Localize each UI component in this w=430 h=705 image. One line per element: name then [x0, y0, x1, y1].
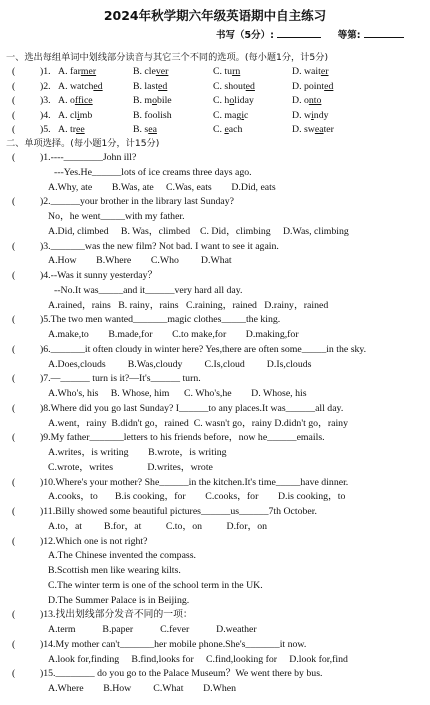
- question-line: --No.It was_____and it______very hard all day.: [54, 284, 243, 296]
- answer-paren[interactable]: (: [12, 609, 16, 621]
- question-line: A.writes，is writing B.wrote，is writing: [48, 447, 227, 458]
- question-stem: )15.________ do you go to the Palace Museum？We went there by bus.: [40, 668, 323, 680]
- question-line: A.look for,finding B.find,looks for C.find,looking for D.look for,find: [48, 653, 348, 665]
- question-stem: )11.Billy showed some beautiful pictures______us______7th October.: [40, 506, 317, 517]
- writing-score-blank[interactable]: [277, 27, 321, 38]
- question-stem: )14.My mother can't_______her mobile phone.She's_______it now.: [40, 638, 307, 650]
- question-stem: )9.My father_______letters to his friends before，now he______emails.: [40, 432, 325, 444]
- option-word: A. watched: [58, 80, 103, 92]
- answer-paren[interactable]: (: [12, 373, 16, 385]
- question-line: A.term B.paper C.fever D.weather: [48, 624, 257, 635]
- answer-paren[interactable]: (: [12, 343, 16, 355]
- page-title: 2024年秋学期六年级英语期中自主练习: [103, 8, 327, 23]
- question-line: C.wrote，writes D.writes，wrote: [48, 461, 213, 473]
- option-word: D. waiter: [292, 66, 329, 77]
- section1-heading: 一、选出每组单词中划线部分读音与其它三个不同的选项。(每小题1分，计5分): [6, 52, 329, 63]
- question-line: C.The winter term is one of the school term in the UK.: [48, 579, 263, 591]
- question-number: )4.: [40, 109, 51, 121]
- question-line: A.How B.Where C.Who D.What: [48, 255, 232, 267]
- question-line: A.to，at B.for，at C.to，on D.for，on: [48, 520, 268, 532]
- question-line: A.make,to B.made,for C.to make,for D.making,for: [48, 329, 299, 340]
- option-word: C. magic: [213, 109, 249, 121]
- option-word: C. each: [213, 124, 243, 135]
- question-line: A.Why, ate B.Was, ate C.Was, eats D.Did, eats: [48, 181, 276, 193]
- option-word: C. holiday: [213, 95, 254, 106]
- writing-score-label: 书写（5分）:: [216, 30, 274, 41]
- question-stem: )1.----________John ill?: [40, 152, 137, 163]
- option-word: B. sea: [133, 124, 157, 135]
- question-stem: )8.Where did you go last Sunday? I______to any places.It was______all day.: [40, 402, 344, 414]
- option-word: C. turn: [213, 66, 241, 77]
- question-line: A.The Chinese invented the compass.: [48, 550, 197, 562]
- answer-paren[interactable]: (: [12, 80, 16, 92]
- option-word: D. pointed: [292, 80, 334, 92]
- grade-label: 等第:: [337, 30, 361, 41]
- question-number: )5.: [40, 124, 51, 135]
- option-word: A. climb: [58, 109, 93, 121]
- section2-heading: 二、单项选择。(每小题1分，计15分): [6, 138, 160, 149]
- option-word: B. lasted: [133, 80, 168, 92]
- question-stem: )13.找出划线部分发音不同的一项：: [40, 609, 193, 621]
- answer-paren[interactable]: (: [12, 240, 16, 252]
- question-line: A.Who's, his B. Whose, him C. Who's,he D. Whose, his: [48, 388, 307, 399]
- question-line: A.went，rainy B.didn't go，rained C. wasn't go，rainy D.didn't go，rainy: [48, 417, 348, 429]
- option-word: A. tree: [58, 124, 85, 135]
- question-stem: )12.Which one is not right?: [40, 535, 148, 547]
- option-word: D. onto: [292, 95, 322, 106]
- grade-blank[interactable]: [364, 27, 404, 38]
- option-word: A. office: [58, 95, 93, 106]
- question-number: )3.: [40, 95, 51, 106]
- option-word: B. foolish: [133, 109, 172, 121]
- answer-paren[interactable]: (: [12, 95, 16, 106]
- answer-paren[interactable]: (: [12, 124, 16, 135]
- question-line: ---Yes.He______lots of ice creams three days ago.: [54, 166, 252, 178]
- question-stem: )3._______was the new film? Not bad. I want to see it again.: [40, 240, 279, 252]
- question-stem: )4.--Was it sunny yesterday？: [40, 270, 158, 281]
- answer-paren[interactable]: (: [12, 638, 16, 650]
- question-line: A.Did, climbed B. Was，climbed C. Did，climbing D.Was, climbing: [48, 225, 349, 237]
- answer-paren[interactable]: (: [12, 476, 16, 488]
- option-word: B. mobile: [133, 95, 172, 106]
- question-line: A.cooks，to B.is cooking，for C.cooks，for D.is cooking，to: [48, 491, 346, 503]
- answer-paren[interactable]: (: [12, 506, 16, 517]
- option-word: C. shouted: [213, 80, 255, 92]
- question-stem: )5.The two men wanted_______magic clothes_____the king.: [40, 314, 281, 326]
- option-word: D. windy: [292, 109, 329, 121]
- question-line: B.Scottish men like wearing kilts.: [48, 565, 181, 576]
- question-line: A.Does,clouds B.Was,cloudy C.Is,cloud D.Is,clouds: [48, 358, 312, 370]
- question-stem: )2.______your brother in the library last Sunday?: [40, 196, 234, 208]
- answer-paren[interactable]: (: [12, 109, 16, 121]
- question-stem: )10.Where's your mother? She______in the kitchen.It's time_____have dinner.: [40, 476, 349, 488]
- option-word: A. farmer: [58, 66, 97, 77]
- score-line: [216, 27, 404, 41]
- option-word: B. clever: [133, 66, 169, 77]
- question-line: D.The Summer Palace is in Beijing.: [48, 594, 190, 606]
- question-line: A.Where B.How C.What D.When: [48, 683, 237, 694]
- question-number: )1.: [40, 66, 51, 77]
- option-word: D. sweater: [292, 124, 334, 135]
- question-line: A.rained，rains B. rainy，rains C.raining，rained D.rainy，rained: [48, 299, 329, 311]
- answer-paren[interactable]: (: [12, 668, 16, 680]
- answer-paren[interactable]: (: [12, 402, 16, 414]
- answer-paren[interactable]: (: [12, 432, 16, 444]
- answer-paren[interactable]: (: [12, 66, 16, 77]
- question-stem: )6._______it often cloudy in winter here? Yes,there are often some_____in the sky.: [40, 343, 367, 355]
- answer-paren[interactable]: (: [12, 270, 16, 281]
- answer-paren[interactable]: (: [12, 152, 16, 163]
- question-number: )2.: [40, 80, 51, 92]
- answer-paren[interactable]: (: [12, 196, 16, 208]
- answer-paren[interactable]: (: [12, 314, 16, 326]
- question-stem: )7.—______ turn is it?—It's______ turn.: [40, 373, 201, 385]
- answer-paren[interactable]: (: [12, 535, 16, 547]
- question-line: No，he went_____with my father.: [48, 211, 185, 222]
